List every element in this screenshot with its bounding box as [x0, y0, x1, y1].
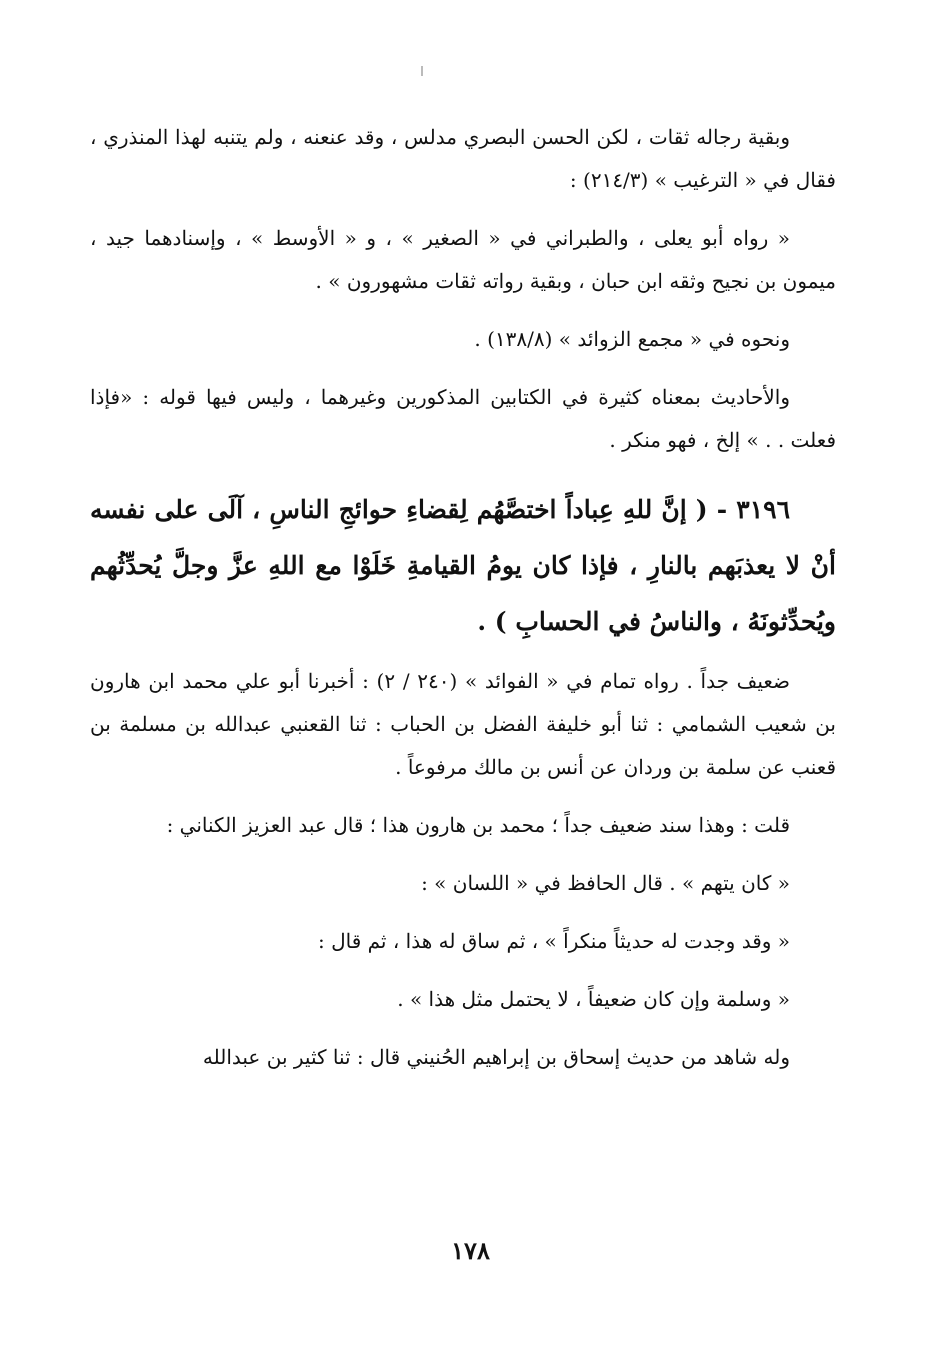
paragraph-takhrij: ضعيف جداً . رواه تمام في « الفوائد » (٢٤٠ / ٢) : أخبرنا أبو علي محمد ابن هارون بن شعيب الشمامي : ثنا أبو خليفة الفضل بن الحباب : ثنا القعنبي عبدالله بن مسلمة بن قعنب عن سلمة بن وردان عن أنس بن مالك مرفوعاً . [90, 669, 836, 779]
paragraph-qultu: قلت : وهذا سند ضعيف جداً ؛ محمد بن هارون هذا ؛ قال عبد العزيز الكناني : [166, 813, 790, 837]
paragraph-shahid: وله شاهد من حديث إسحاق بن إبراهيم الحُنيني قال : ثنا كثير بن عبدالله [202, 1045, 790, 1069]
top-margin-mark [421, 66, 423, 76]
page-body [90, 116, 836, 1094]
quote-mundhiri: « رواه أبو يعلى ، والطبراني في « الصغير » ، و « الأوسط » ، وإسنادهما جيد ، ميمون بن نجيح وثقه ابن حبان ، وبقية رواته ثقات مشهورون » . [90, 226, 836, 293]
quote-wajadtu: « وقد وجدت له حديثاً منكراً » ، ثم ساق له هذا ، ثم قال : [317, 929, 790, 953]
page-number: ١٧٨ [451, 1236, 490, 1265]
paragraph-majma: ونحوه في « مجمع الزوائد » (١٣٨/٨) . [474, 327, 790, 351]
quote-kan-yuttaham: « كان يتهم » . قال الحافظ في « اللسان » : [421, 871, 790, 895]
quote-salama: « وسلمة وإن كان ضعيفاً ، لا يحتمل مثل هذا » . [397, 987, 790, 1011]
hadith-3196-text: ٣١٩٦ - ( إنَّ للهِ عِباداً اختصَّهُم لِقضاءِ حوائجِ الناسِ ، آلَى على نفسه أنْ لا يعذبَهم بالنارِ ، فإذا كان يومُ القيامةِ خَلَوْا مع اللهِ عزَّ وجلَّ يُحدِّثُهم ويُحدِّثونَهُ ، والناسُ في الحسابِ ) . [90, 495, 836, 636]
paragraph-ahadith: والأحاديث بمعناه كثيرة في الكتابين المذكورين وغيرهما ، وليس فيها قوله : «فإذا فعلت . . » إلخ ، فهو منكر . [90, 385, 836, 452]
paragraph-rijal: وبقية رجاله ثقات ، لكن الحسن البصري مدلس ، وقد عنعنه ، ولم يتنبه لهذا المنذري ، فقال في « الترغيب » (٢١٤/٣) : [90, 125, 836, 192]
